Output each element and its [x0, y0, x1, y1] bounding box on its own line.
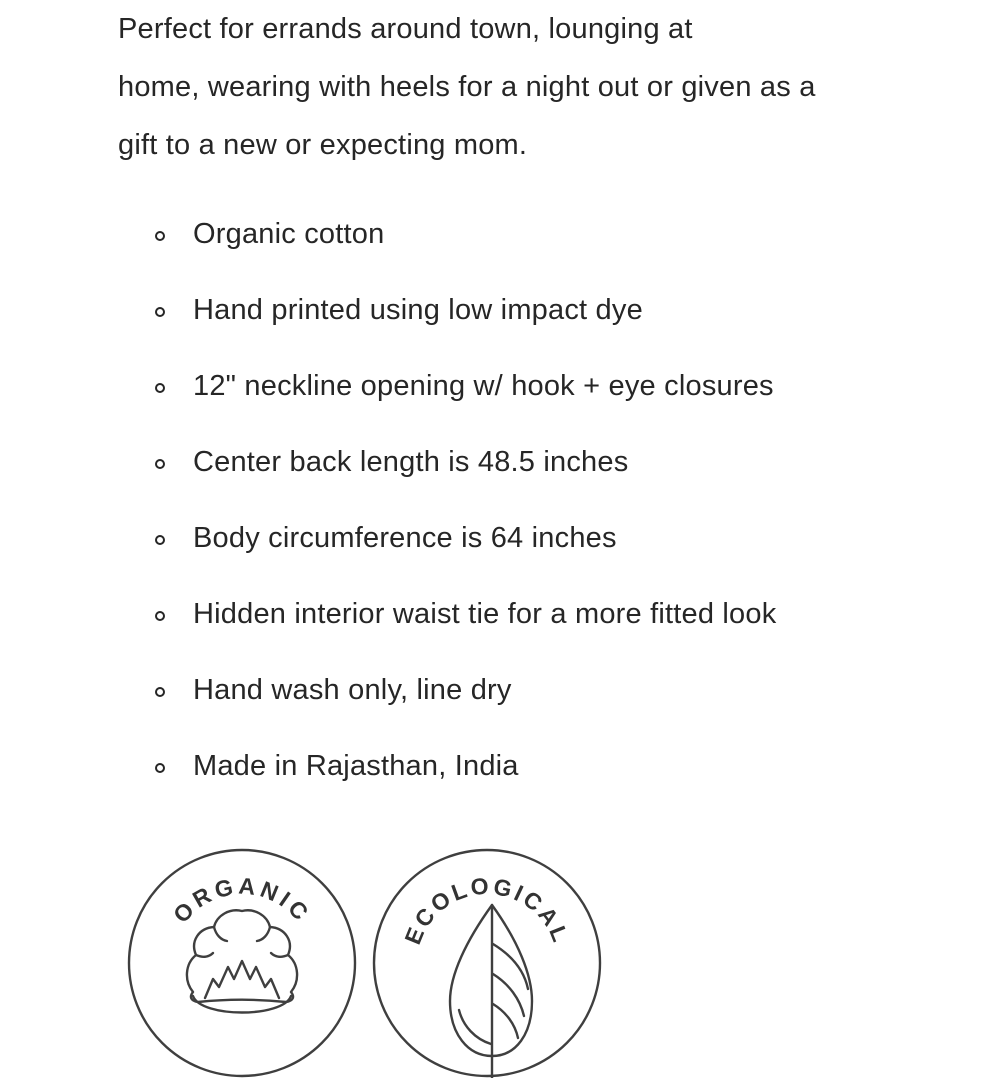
- feature-text: Center back length is 48.5 inches: [193, 446, 629, 478]
- feature-text: Hidden interior waist tie for a more fitted look: [193, 598, 777, 630]
- list-item: [118, 599, 918, 630]
- svg-text:ORGANIC: [168, 873, 316, 928]
- bullet-circle-icon: [155, 383, 165, 393]
- cotton-icon: [187, 910, 297, 1012]
- bullet-circle-icon: [155, 611, 165, 621]
- feature-text: Hand printed using low impact dye: [193, 294, 643, 326]
- description-line-1: Perfect for errands around town, lounging at: [118, 13, 693, 45]
- bullet-circle-icon: [155, 763, 165, 773]
- feature-text: Made in Rajasthan, India: [193, 750, 519, 782]
- feature-text: Organic cotton: [193, 218, 385, 250]
- feature-text: Hand wash only, line dry: [193, 674, 512, 706]
- list-item: [118, 295, 918, 326]
- list-item: [118, 675, 918, 706]
- ecological-badge-label: ECOLOGICAL: [399, 872, 575, 948]
- ecological-badge: [372, 848, 602, 1078]
- organic-badge-label: ORGANIC: [167, 872, 317, 928]
- leaf-icon: [450, 905, 532, 1078]
- list-item: [118, 751, 918, 782]
- product-description-section: [118, 0, 918, 827]
- bullet-circle-icon: [155, 231, 165, 241]
- description-line-3: gift to a new or expecting mom.: [118, 129, 528, 161]
- product-description: [118, 0, 918, 174]
- bullet-circle-icon: [155, 535, 165, 545]
- organic-badge: [127, 848, 357, 1078]
- certification-badges: [127, 848, 602, 1078]
- feature-list: [118, 219, 918, 782]
- description-line-2: home, wearing with heels for a night out or given as a: [118, 71, 816, 103]
- bullet-circle-icon: [155, 687, 165, 697]
- bullet-circle-icon: [155, 459, 165, 469]
- feature-text: 12" neckline opening w/ hook + eye closures: [193, 370, 774, 402]
- list-item: [118, 219, 918, 250]
- bullet-circle-icon: [155, 307, 165, 317]
- feature-text: Body circumference is 64 inches: [193, 522, 617, 554]
- list-item: [118, 523, 918, 554]
- list-item: [118, 371, 918, 402]
- list-item: [118, 447, 918, 478]
